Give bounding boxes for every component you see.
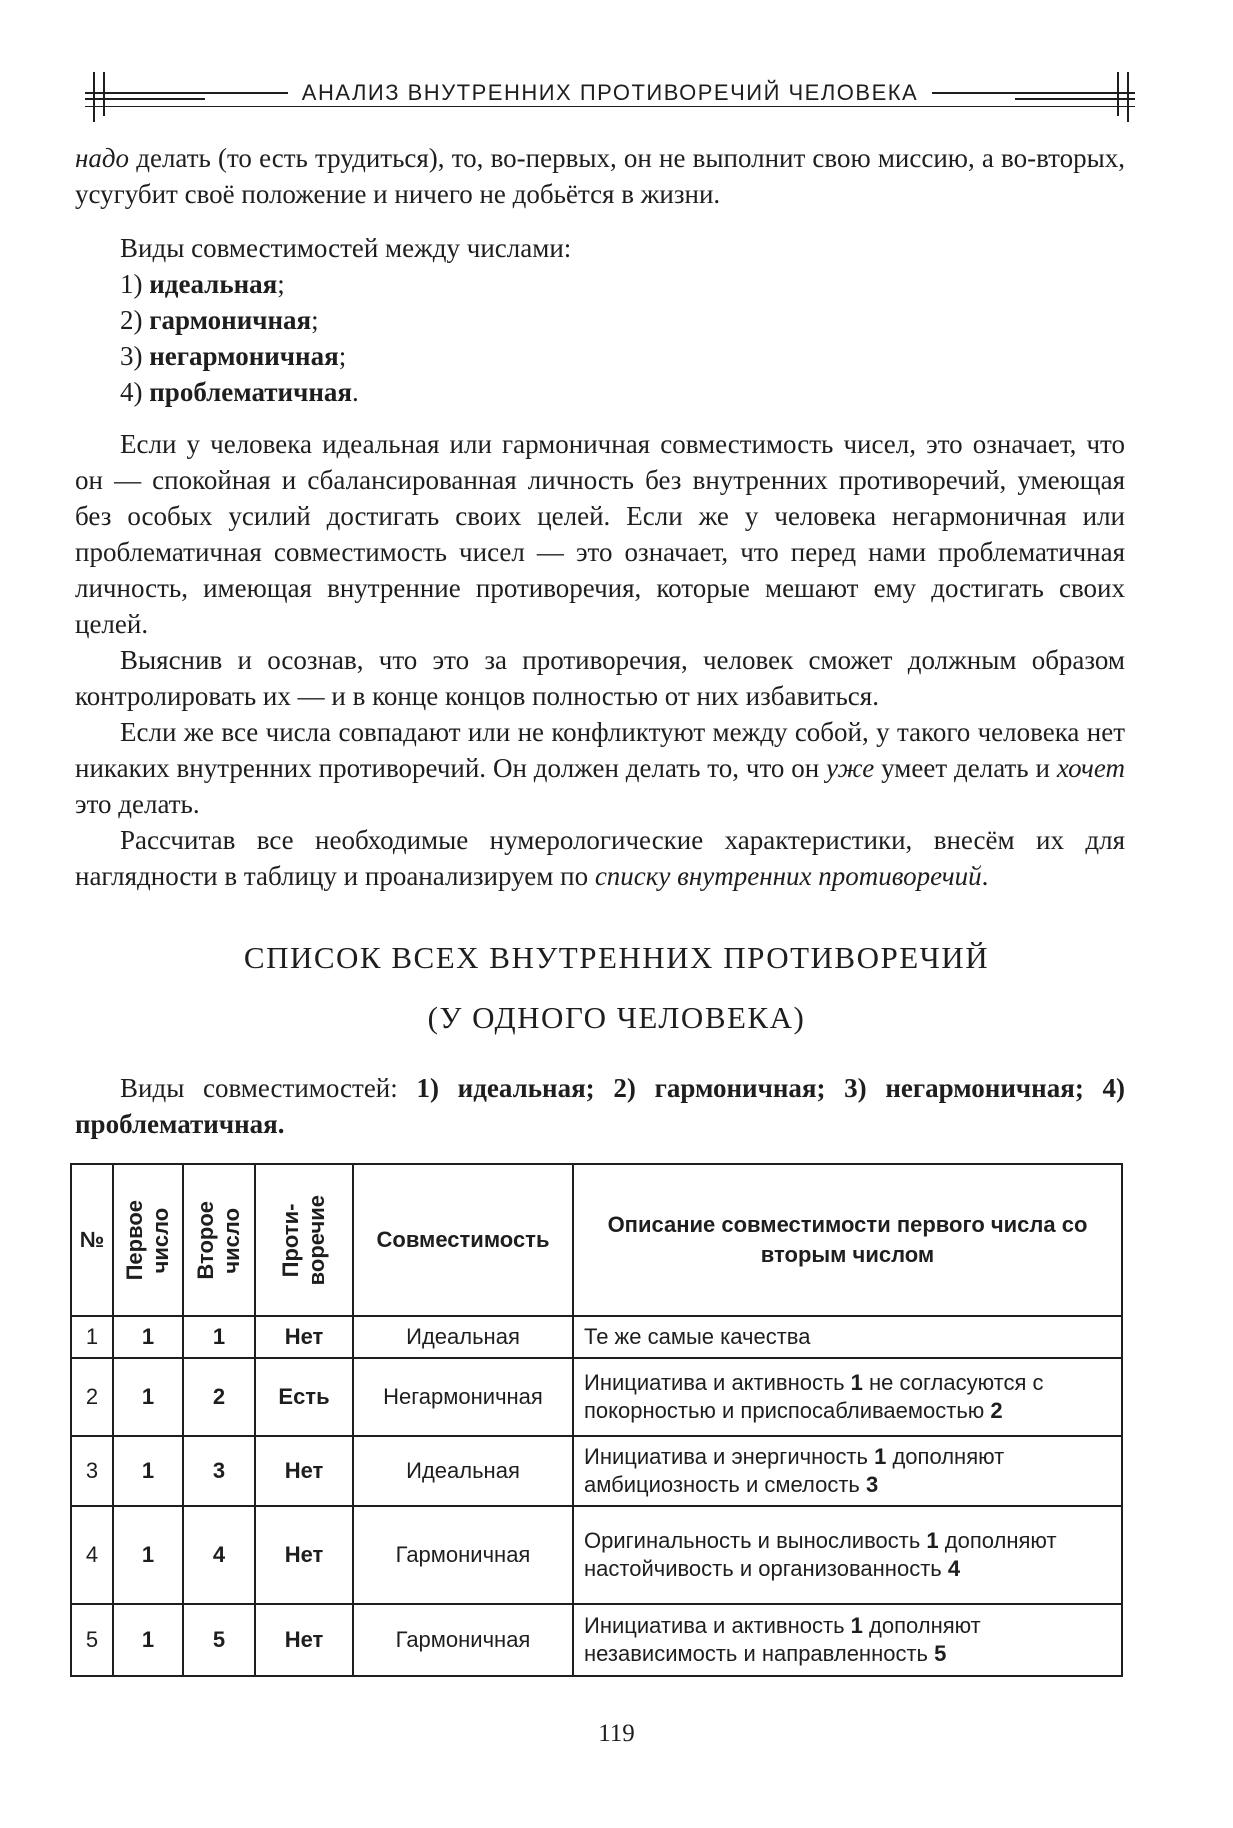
table-row — [71, 1506, 1122, 1604]
description-segment: Инициатива и активность — [584, 1370, 851, 1395]
header-first-number — [113, 1164, 183, 1316]
paragraph-1: Если у человека идеальная или гармоничная совместимость чисел, это означает, что он — спокойная и сбалансированная личность без внутренних противоречий, умеющая без особых усилий достигать своих целей. Если же у человека негармоничная или проблематичная совместимость чисел — это означает, что перед нами проблематичная личность, имеющая внутренние противоречия, которые мешают ему достигать своих целей. — [75, 429, 1125, 639]
cell-contradiction: Нет — [255, 1604, 353, 1676]
description-segment: дополняют независимость и направленность — [584, 1613, 981, 1666]
cell-second-number: 3 — [183, 1436, 255, 1506]
description-segment: 5 — [934, 1641, 947, 1666]
cell-description — [573, 1316, 1122, 1358]
paragraph-4 — [75, 822, 1125, 894]
paragraph-3-part1: Если же все числа совпадают или не конфликтуют между собой, у такого человека нет никаких внутренних противоречий. Он должен делать то, что он — [75, 717, 1125, 783]
paragraph-3-italic1: уже — [826, 753, 875, 783]
cell-description — [573, 1358, 1122, 1436]
compat-list — [120, 230, 571, 410]
paragraph-4-part1: Рассчитав все необходимые нумерологические характеристики, внесём их для наглядности в таблицу и проанализируем по — [75, 825, 1125, 891]
cell-description — [573, 1604, 1122, 1676]
cell-first-number: 1 — [113, 1436, 183, 1506]
header-second-number-text: Второе число — [193, 1200, 244, 1280]
running-header-text: АНАЛИЗ ВНУТРЕННИХ ПРОТИВОРЕЧИЙ ЧЕЛОВЕКА — [288, 80, 932, 105]
compat-list-label: проблематичная — [149, 377, 353, 407]
compat-list-num: 1) — [120, 269, 143, 299]
paragraph-3 — [75, 714, 1125, 822]
description-segment: 1 — [850, 1370, 863, 1395]
compat-list-item — [120, 302, 571, 338]
intro-text: делать (то есть трудиться), то, во-первых, он не выполнит свою миссию, а во-вторых, усугубит своё положение и ничего не добьётся в жизни. — [75, 143, 1125, 209]
cell-first-number: 1 — [113, 1316, 183, 1358]
cell-description — [573, 1436, 1122, 1506]
paragraph-3-italic2: хочет — [1056, 753, 1125, 783]
types-line-items: 1) идеальная; 2) гармоничная; 3) негармоничная; 4) проблематичная. — [75, 1073, 1125, 1139]
header-description: Описание совместимости первого числа со вторым числом — [573, 1164, 1122, 1316]
compat-list-item — [120, 266, 571, 302]
description-segment: Те же самые качества — [584, 1324, 811, 1349]
section-title-line-2: (У ОДНОГО ЧЕЛОВЕКА) — [427, 1000, 806, 1035]
intro-italic-word: надо — [75, 143, 130, 173]
table-row — [71, 1604, 1122, 1676]
cell-compatibility: Гармоничная — [353, 1506, 573, 1604]
description-segment: Оригинальность и выносливость — [584, 1528, 927, 1553]
description-segment: 1 — [850, 1613, 863, 1638]
cell-contradiction: Нет — [255, 1506, 353, 1604]
cell-compatibility: Идеальная — [353, 1436, 573, 1506]
main-paragraphs — [75, 426, 1125, 894]
cell-description — [573, 1506, 1122, 1604]
table-row — [71, 1358, 1122, 1436]
compat-list-label: идеальная — [149, 269, 278, 299]
header-first-number-text: Первое число — [122, 1199, 173, 1281]
description-segment: не согласуются с покорностью и приспосабливаемостью — [584, 1370, 1044, 1423]
compat-list-end: ; — [338, 341, 347, 371]
compat-list-end: ; — [311, 305, 319, 335]
compat-list-label: гармоничная — [149, 305, 312, 335]
cell-contradiction: Нет — [255, 1436, 353, 1506]
cell-first-number: 1 — [113, 1506, 183, 1604]
cell-row-number: 5 — [71, 1604, 113, 1676]
description-segment: 4 — [947, 1556, 961, 1581]
paragraph-3-part2: умеет делать и — [874, 753, 1057, 783]
types-line — [75, 1070, 1125, 1142]
cell-compatibility: Негармоничная — [353, 1358, 573, 1436]
description-segment: 2 — [990, 1398, 1003, 1423]
cell-compatibility: Идеальная — [353, 1316, 573, 1358]
description-segment: 1 — [926, 1528, 939, 1553]
section-title-line-1: СПИСОК ВСЕХ ВНУТРЕННИХ ПРОТИВОРЕЧИЙ — [243, 940, 990, 975]
running-header — [85, 72, 1135, 122]
header-rule-bottom — [85, 106, 1135, 107]
description-segment: дополняют амбициозность и смелость — [584, 1444, 1005, 1497]
compat-list-num: 4) — [120, 377, 143, 407]
contradictions-table — [70, 1163, 1123, 1677]
cell-first-number: 1 — [113, 1604, 183, 1676]
compat-list-end: ; — [277, 269, 285, 299]
header-second-number — [183, 1164, 255, 1316]
cell-contradiction: Есть — [255, 1358, 353, 1436]
paragraph-4-italic: списку внутренних противоречий — [594, 861, 982, 891]
description-segment: Инициатива и энергичность — [584, 1444, 875, 1469]
cell-row-number: 3 — [71, 1436, 113, 1506]
paragraph-4-part2: . — [981, 861, 989, 891]
cell-first-number: 1 — [113, 1358, 183, 1436]
compat-list-num: 2) — [120, 305, 143, 335]
compat-list-item — [120, 374, 571, 410]
header-contradiction — [255, 1164, 353, 1316]
compat-list-item — [120, 338, 571, 374]
table-row — [71, 1316, 1122, 1358]
compat-list-num: 3) — [120, 341, 143, 371]
compat-list-end: . — [352, 377, 359, 407]
cell-row-number: 4 — [71, 1506, 113, 1604]
description-segment: Инициатива и активность — [584, 1613, 851, 1638]
cell-row-number: 1 — [71, 1316, 113, 1358]
cell-second-number: 4 — [183, 1506, 255, 1604]
description-segment: 3 — [866, 1472, 879, 1497]
compat-heading: Виды совместимостей между числами: — [120, 233, 572, 263]
page-number: 119 — [598, 1720, 635, 1747]
running-header-title — [85, 80, 1135, 106]
description-segment: 1 — [874, 1444, 887, 1469]
cell-second-number: 1 — [183, 1316, 255, 1358]
intro-paragraph — [75, 140, 1125, 212]
cell-second-number: 2 — [183, 1358, 255, 1436]
table-header-row — [71, 1164, 1122, 1316]
description-segment: дополняют настойчивость и организованность — [584, 1528, 1057, 1581]
section-title — [0, 928, 1233, 1048]
table-row — [71, 1436, 1122, 1506]
cell-row-number: 2 — [71, 1358, 113, 1436]
header-num: № — [71, 1164, 113, 1316]
cell-second-number: 5 — [183, 1604, 255, 1676]
cell-contradiction: Нет — [255, 1316, 353, 1358]
header-contradiction-text: Проти- воречие — [278, 1194, 329, 1286]
header-compatibility: Совместимость — [353, 1164, 573, 1316]
types-line-prefix: Виды совместимостей: — [120, 1073, 417, 1103]
compat-list-label: негармоничная — [149, 341, 339, 371]
paragraph-3-part3: это делать. — [75, 789, 200, 819]
paragraph-2: Выяснив и осознав, что это за противоречия, человек сможет должным образом контролировать их — и в конце концов полностью от них избавиться. — [75, 645, 1125, 711]
cell-compatibility: Гармоничная — [353, 1604, 573, 1676]
